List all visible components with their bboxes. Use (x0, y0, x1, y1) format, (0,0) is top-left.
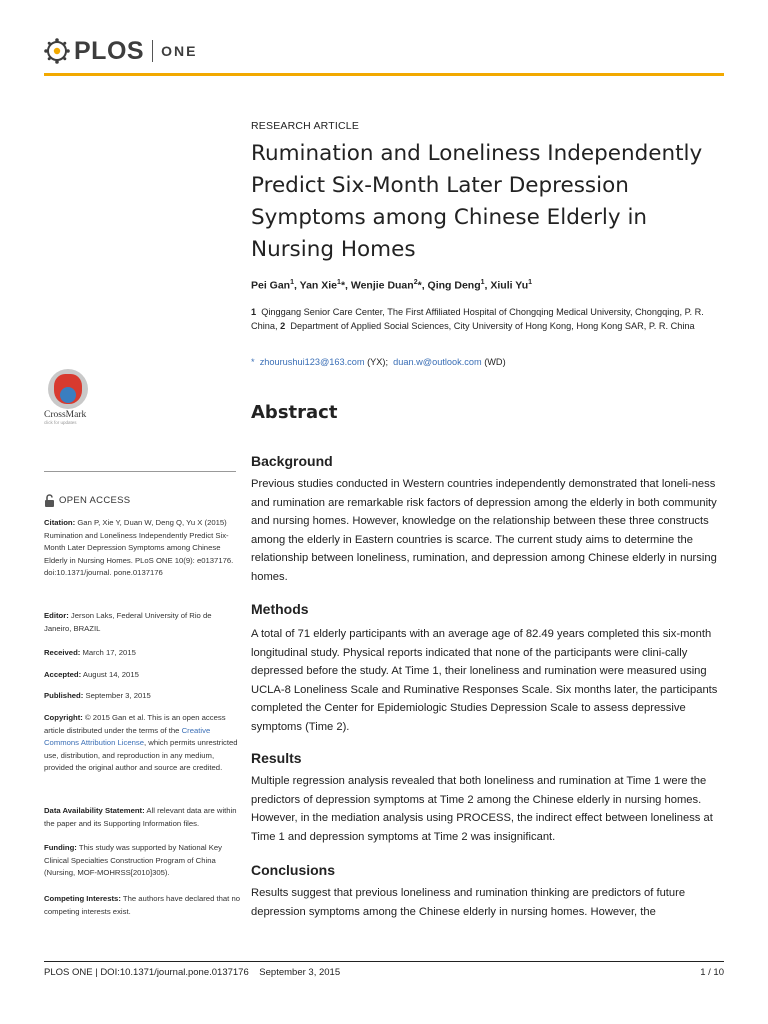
published-block (44, 690, 240, 703)
affiliation-text: Qinggang Senior Care Center, The First Affiliated Hospital of Chongqing Medical University, Chongqing, P. R. China, (251, 307, 704, 331)
author-name[interactable]: Wenjie Duan (350, 279, 414, 292)
footer-citation: PLOS ONE | DOI:10.1371/journal.pone.0137176 September 3, 2015 (44, 967, 341, 978)
plos-one-logo[interactable] (44, 36, 197, 66)
received-block (44, 647, 240, 660)
correspondence (251, 357, 506, 367)
author-name[interactable]: Yan Xie (299, 279, 338, 292)
competing-interests-block (44, 893, 240, 918)
data-availability-label: Data Availability Statement: (44, 806, 145, 815)
crossmark-sublabel: click for updates (44, 420, 77, 425)
open-access-label: OPEN ACCESS (59, 495, 131, 506)
methods-paragraph: A total of 71 elderly participants with an average age of 82.49 years completed this six-month longitudinal study. Physical reports indicated that none of the participants were clini-cally depressed before the study. At Time 1, their loneliness and rumination were measured using UCLA-8 Loneliness Scale and Ruminative Responses Scale. Six months later, the participants completed the Center for Epidemiologic Studies Depression Scale to assess depressive symptoms (Time 2). (251, 628, 718, 733)
author-list: Pei Gan$^1$, Yan Xie$^1$*, Wenjie Duan$^2$*, Qing Deng$^1$, Xiuli Yu$^1$ (251, 279, 533, 292)
copyright-text: © 2015 Gan et al. This is an open access article distributed under the terms of the (44, 713, 226, 735)
correspondence-star: * (251, 357, 255, 367)
affiliation-text: Department of Applied Social Sciences, City University of Hong Kong, Hong Kong SAR, P. R. China (290, 320, 695, 331)
email-owner: (YX); (367, 357, 389, 367)
license-link[interactable]: Creative Commons Attribution License (44, 725, 211, 747)
author-affil-sup: 1 (480, 279, 485, 286)
accepted-block (44, 669, 240, 682)
conclusions-heading: Conclusions (251, 862, 336, 878)
accepted-date: August 14, 2015 (82, 670, 139, 679)
competing-interests-label: Competing Interests: (44, 894, 121, 903)
published-label: Published: (44, 691, 84, 700)
open-lock-icon (44, 494, 55, 507)
editor-label: Editor: (44, 611, 69, 620)
accepted-label: Accepted: (44, 670, 82, 679)
author-affil-sup: 1 (528, 279, 533, 286)
crossmark-label: CrossMark (44, 410, 87, 420)
open-access-badge (44, 494, 130, 507)
published-date: September 3, 2015 (85, 691, 151, 700)
corresponding-mark: * (340, 279, 346, 292)
citation-label: Citation: (44, 518, 76, 527)
funding-text: This study was supported by National Key Clinical Specialties Construction Program of China (Nursing, MOF-MOHRSS[2010]305). (44, 843, 223, 877)
author-affil-sup: 2 (413, 279, 418, 286)
plos-logo-icon (44, 38, 70, 64)
citation-text: Gan P, Xie Y, Duan W, Deng Q, Yu X (2015) Rumination and Loneliness Independently Predict Six-Month Later Depression Symptoms among Chinese Elderly in Nursing Homes. PLoS ONE 10(9): e0137176. doi:10.1371/journal. pone.0137176 (44, 518, 234, 577)
author-affil-sup: 1 (337, 279, 341, 286)
funding-block (44, 842, 240, 880)
email-link[interactable]: duan.w@outlook.com (393, 357, 482, 367)
abstract-heading: Abstract (251, 402, 338, 423)
article-title: Rumination and Loneliness Independently Predict Six-Month Later Depression Symptoms among Chinese Elderly in Nursing Homes (251, 141, 703, 262)
funding-label: Funding: (44, 843, 77, 852)
copyright-block (44, 712, 240, 775)
author-name[interactable]: Qing Deng (427, 279, 481, 292)
copyright-text-cont: , which permits unrestricted use, distribution, and reproduction in any medium, provided the original author and source are credited. (44, 738, 238, 772)
conclusions-paragraph: Results suggest that previous loneliness and rumination thinking are predictors of future depression symptoms among the Chinese elderly in nursing homes. However, the (251, 887, 686, 918)
background-heading: Background (251, 453, 333, 469)
corresponding-mark: * (417, 279, 422, 292)
affiliations (251, 306, 723, 333)
editor-block (44, 610, 240, 635)
received-label: Received: (44, 648, 81, 657)
competing-interests-text: The authors have declared that no competing interests exist. (44, 894, 240, 916)
background-paragraph: Previous studies conducted in Western countries independently demonstrated that loneli-ness and rumination are remarkable risk factors of depression among the elderly in both community and nursing homes. However, knowledge on the relationship between these three constructs among the elderly in Eastern countries is scarce. The current study aims to determine the relationship between loneliness, rumination, and depression among Chinese elderly in nursing homes. (251, 478, 717, 583)
page-number: 1 / 10 (700, 967, 724, 978)
author-name[interactable]: Xiuli Yu (490, 279, 529, 292)
author-affil-sup: 1 (290, 279, 295, 286)
copyright-label: Copyright: (44, 713, 83, 722)
affiliation-number: 1 (251, 307, 257, 317)
logo-wordmark: PLOS (74, 36, 145, 65)
email-owner: (WD) (484, 357, 506, 367)
article-type-label: RESEARCH ARTICLE (251, 120, 360, 132)
sidebar-rule (44, 471, 236, 472)
crossmark-icon (48, 369, 88, 409)
author-name[interactable]: Pei Gan (251, 279, 291, 292)
affiliation-number: 2 (280, 320, 286, 331)
footer-rule (44, 961, 724, 962)
data-availability-block (44, 805, 240, 830)
results-paragraph: Multiple regression analysis revealed that both loneliness and rumination at Time 1 were the predictors of depression symptoms at Time 2 among the Chinese elderly in nursing homes. However, in the mediation analysis using PROCESS, the indirect effect between loneliness at Time 1 and depression symptoms at Time 2 was insignificant. (251, 775, 713, 843)
results-heading: Results (251, 750, 302, 766)
methods-heading: Methods (251, 601, 309, 617)
logo-divider (152, 40, 153, 62)
data-availability-text: All relevant data are within the paper and its Supporting Information files. (44, 806, 237, 828)
crossmark-badge[interactable] (44, 369, 94, 425)
email-link[interactable]: zhourushui123@163.com (259, 357, 365, 367)
header-rule (44, 73, 724, 76)
editor-text: Jerson Laks, Federal University of Rio de Janeiro, BRAZIL (44, 611, 212, 633)
citation-block (44, 517, 240, 580)
logo-journal-name: ONE (161, 43, 198, 59)
received-date: March 17, 2015 (82, 648, 136, 657)
